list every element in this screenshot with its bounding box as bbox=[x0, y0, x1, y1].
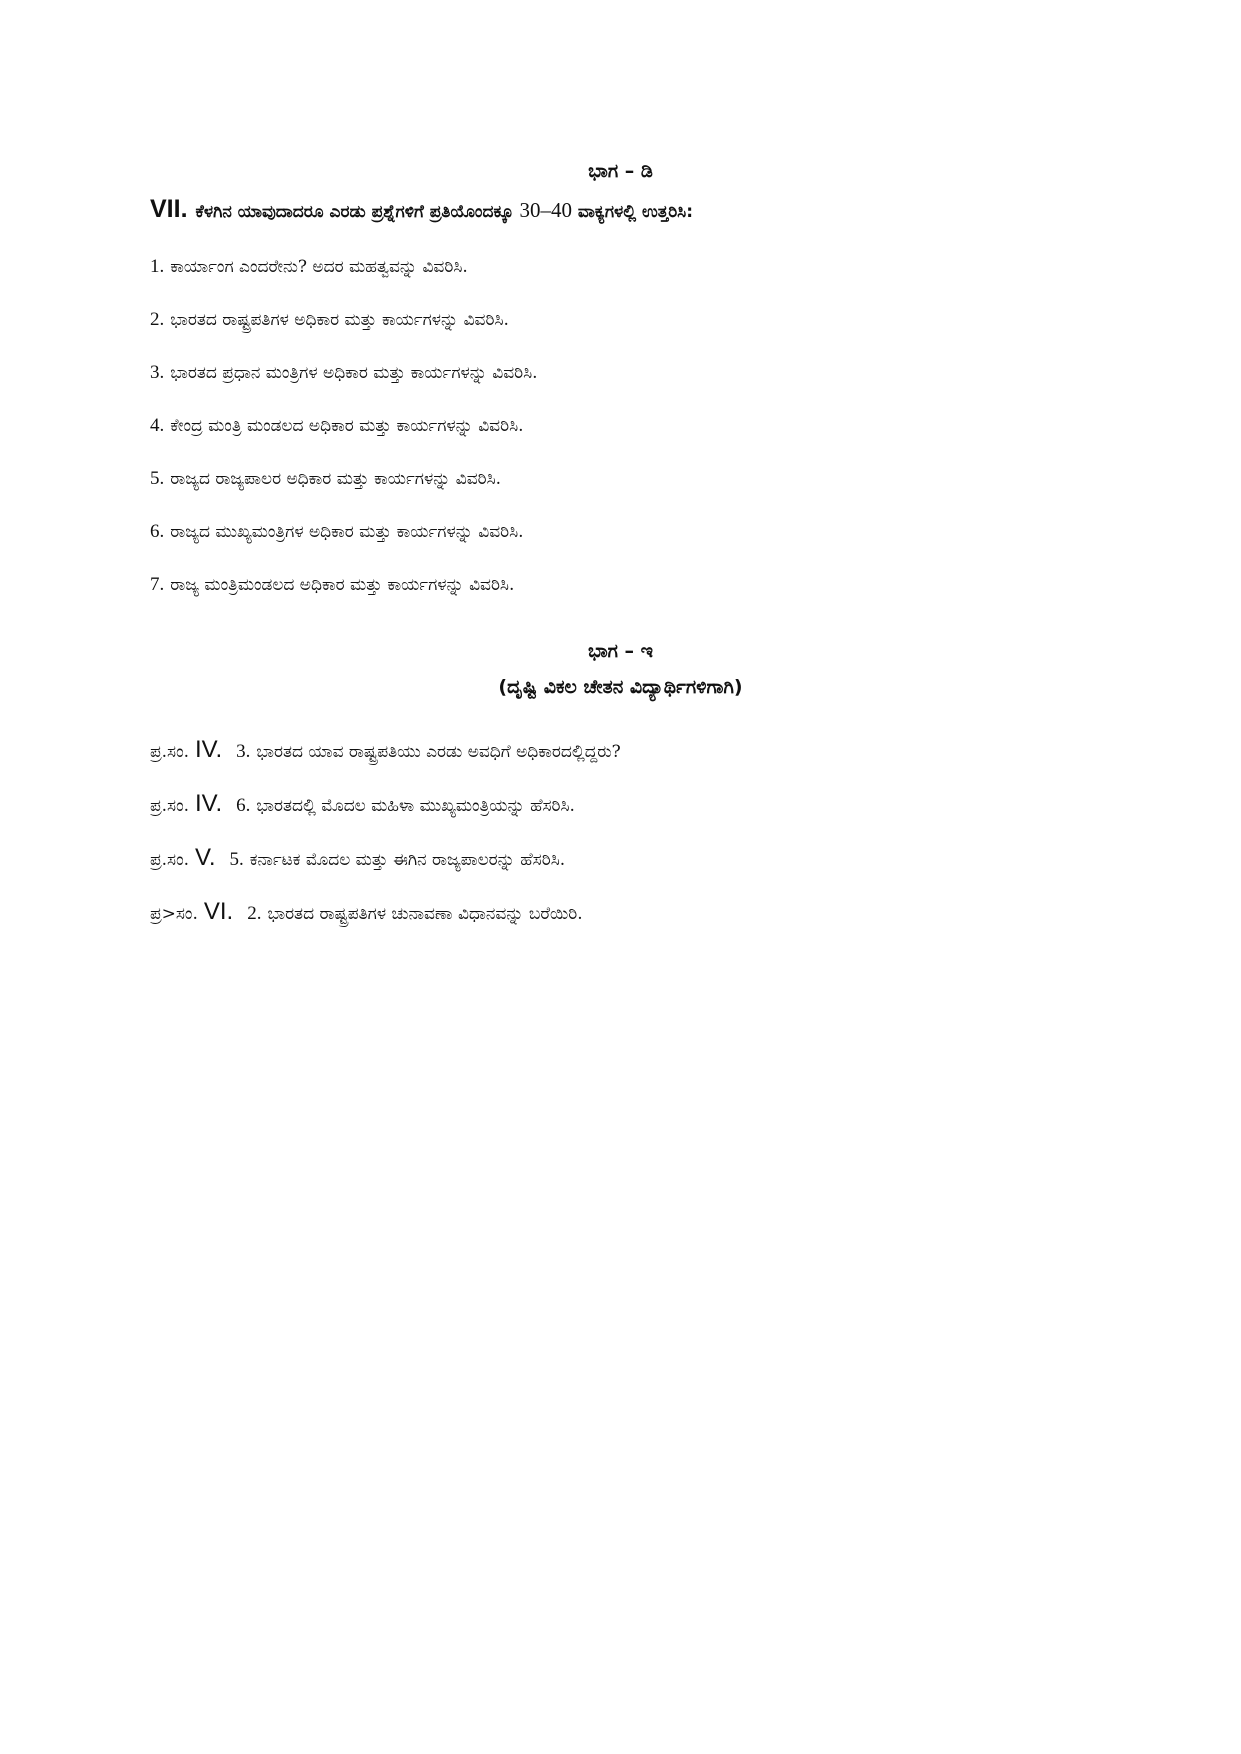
instruction-numeral: VII. bbox=[150, 195, 188, 223]
question-item bbox=[150, 305, 538, 358]
question-prefix: ಪ್ರ>ಸಂ. bbox=[150, 904, 198, 924]
part-e-question-list bbox=[150, 735, 621, 951]
reference-question-item bbox=[150, 843, 621, 897]
question-item bbox=[150, 358, 538, 411]
question-text: ಭಾರತದ ರಾಷ್ಟ್ರಪತಿಗಳ ಚುನಾವಣಾ ವಿಧಾನವನ್ನು ಬರೆಯಿರಿ. bbox=[267, 904, 583, 924]
question-text: ರಾಜ್ಯ ಮಂತ್ರಿಮಂಡಲದ ಅಧಿಕಾರ ಮತ್ತು ಕಾರ್ಯಗಳನ್ನು ವಿವರಿಸಿ. bbox=[170, 575, 515, 595]
question-text: ಭಾರತದ ಪ್ರಧಾನ ಮಂತ್ರಿಗಳ ಅಧಿಕಾರ ಮತ್ತು ಕಾರ್ಯಗಳನ್ನು ವಿವರಿಸಿ. bbox=[170, 363, 538, 383]
question-text: ರಾಜ್ಯದ ಮುಖ್ಯಮಂತ್ರಿಗಳ ಅಧಿಕಾರ ಮತ್ತು ಕಾರ್ಯಗಳನ್ನು ವಿವರಿಸಿ. bbox=[170, 522, 524, 542]
question-text: ಭಾರತದ ಯಾವ ರಾಷ್ಟ್ರಪತಿಯು ಎರಡು ಅವಧಿಗೆ ಅಧಿಕಾರದಲ್ಲಿದ್ದರು? bbox=[256, 742, 621, 762]
section-numeral: VI. bbox=[203, 898, 234, 925]
question-text: ಭಾರತದ ರಾಷ್ಟ್ರಪತಿಗಳ ಅಧಿಕಾರ ಮತ್ತು ಕಾರ್ಯಗಳನ್ನು ವಿವರಿಸಿ. bbox=[170, 310, 509, 330]
question-number: 3. bbox=[236, 741, 251, 762]
question-number: 5. bbox=[229, 849, 244, 870]
question-number: 5. bbox=[150, 468, 165, 489]
question-number: 2. bbox=[247, 903, 262, 924]
instruction-range: 30–40 bbox=[519, 198, 572, 222]
question-text: ಕೇಂದ್ರ ಮಂತ್ರಿ ಮಂಡಲದ ಅಧಿಕಾರ ಮತ್ತು ಕಾರ್ಯಗಳನ್ನು ವಿವರಿಸಿ. bbox=[170, 416, 524, 436]
question-text: ರಾಜ್ಯದ ರಾಜ್ಯಪಾಲರ ಅಧಿಕಾರ ಮತ್ತು ಕಾರ್ಯಗಳನ್ನು ವಿವರಿಸಿ. bbox=[170, 469, 502, 489]
question-prefix: ಪ್ರ.ಸಂ. bbox=[150, 850, 190, 870]
question-prefix: ಪ್ರ.ಸಂ. bbox=[150, 742, 190, 762]
part-d-question-list bbox=[150, 252, 538, 623]
section-numeral: IV. bbox=[195, 736, 223, 763]
question-text: ಕಾರ್ಯಾಂಗ ಎಂದರೇನು? ಅದರ ಮಹತ್ವವನ್ನು ವಿವರಿಸಿ. bbox=[170, 257, 468, 277]
question-item bbox=[150, 570, 538, 623]
instruction-text-after: ವಾಕ್ಯಗಳಲ್ಲಿ ಉತ್ತರಿಸಿ: bbox=[571, 202, 694, 222]
part-e-subheading: (ದೃಷ್ಟಿ ವಿಕಲ ಚೇತನ ವಿದ್ಯಾರ್ಥಿಗಳಿಗಾಗಿ) bbox=[498, 676, 743, 698]
question-item bbox=[150, 411, 538, 464]
reference-question-item bbox=[150, 735, 621, 789]
question-number: 6. bbox=[236, 795, 251, 816]
instruction-text-before: ಕೆಳಗಿನ ಯಾವುದಾದರೂ ಎರಡು ಪ್ರಶ್ನೆಗಳಿಗೆ ಪ್ರತಿಯೊಂದಕ್ಕೂ bbox=[195, 202, 520, 222]
reference-question-item bbox=[150, 897, 621, 951]
question-number: 6. bbox=[150, 521, 165, 542]
question-item bbox=[150, 252, 538, 305]
question-number: 7. bbox=[150, 574, 165, 595]
question-number: 3. bbox=[150, 362, 165, 383]
part-d-instruction bbox=[150, 195, 693, 224]
question-text: ಕರ್ನಾಟಕ ಮೊದಲ ಮತ್ತು ಈಗಿನ ರಾಜ್ಯಪಾಲರನ್ನು ಹೆಸರಿಸಿ. bbox=[249, 850, 566, 870]
section-numeral: V. bbox=[195, 844, 216, 871]
reference-question-item bbox=[150, 789, 621, 843]
part-e-heading: ಭಾಗ – ಇ bbox=[587, 640, 654, 662]
question-item bbox=[150, 517, 538, 570]
question-prefix: ಪ್ರ.ಸಂ. bbox=[150, 796, 190, 816]
section-numeral: IV. bbox=[195, 790, 223, 817]
question-number: 2. bbox=[150, 309, 165, 330]
question-text: ಭಾರತದಲ್ಲಿ ಮೊದಲ ಮಹಿಳಾ ಮುಖ್ಯಮಂತ್ರಿಯನ್ನು ಹೆಸರಿಸಿ. bbox=[256, 796, 575, 816]
question-number: 1. bbox=[150, 256, 165, 277]
part-d-heading: ಭಾಗ – ಡಿ bbox=[588, 160, 653, 182]
question-item bbox=[150, 464, 538, 517]
question-number: 4. bbox=[150, 415, 165, 436]
